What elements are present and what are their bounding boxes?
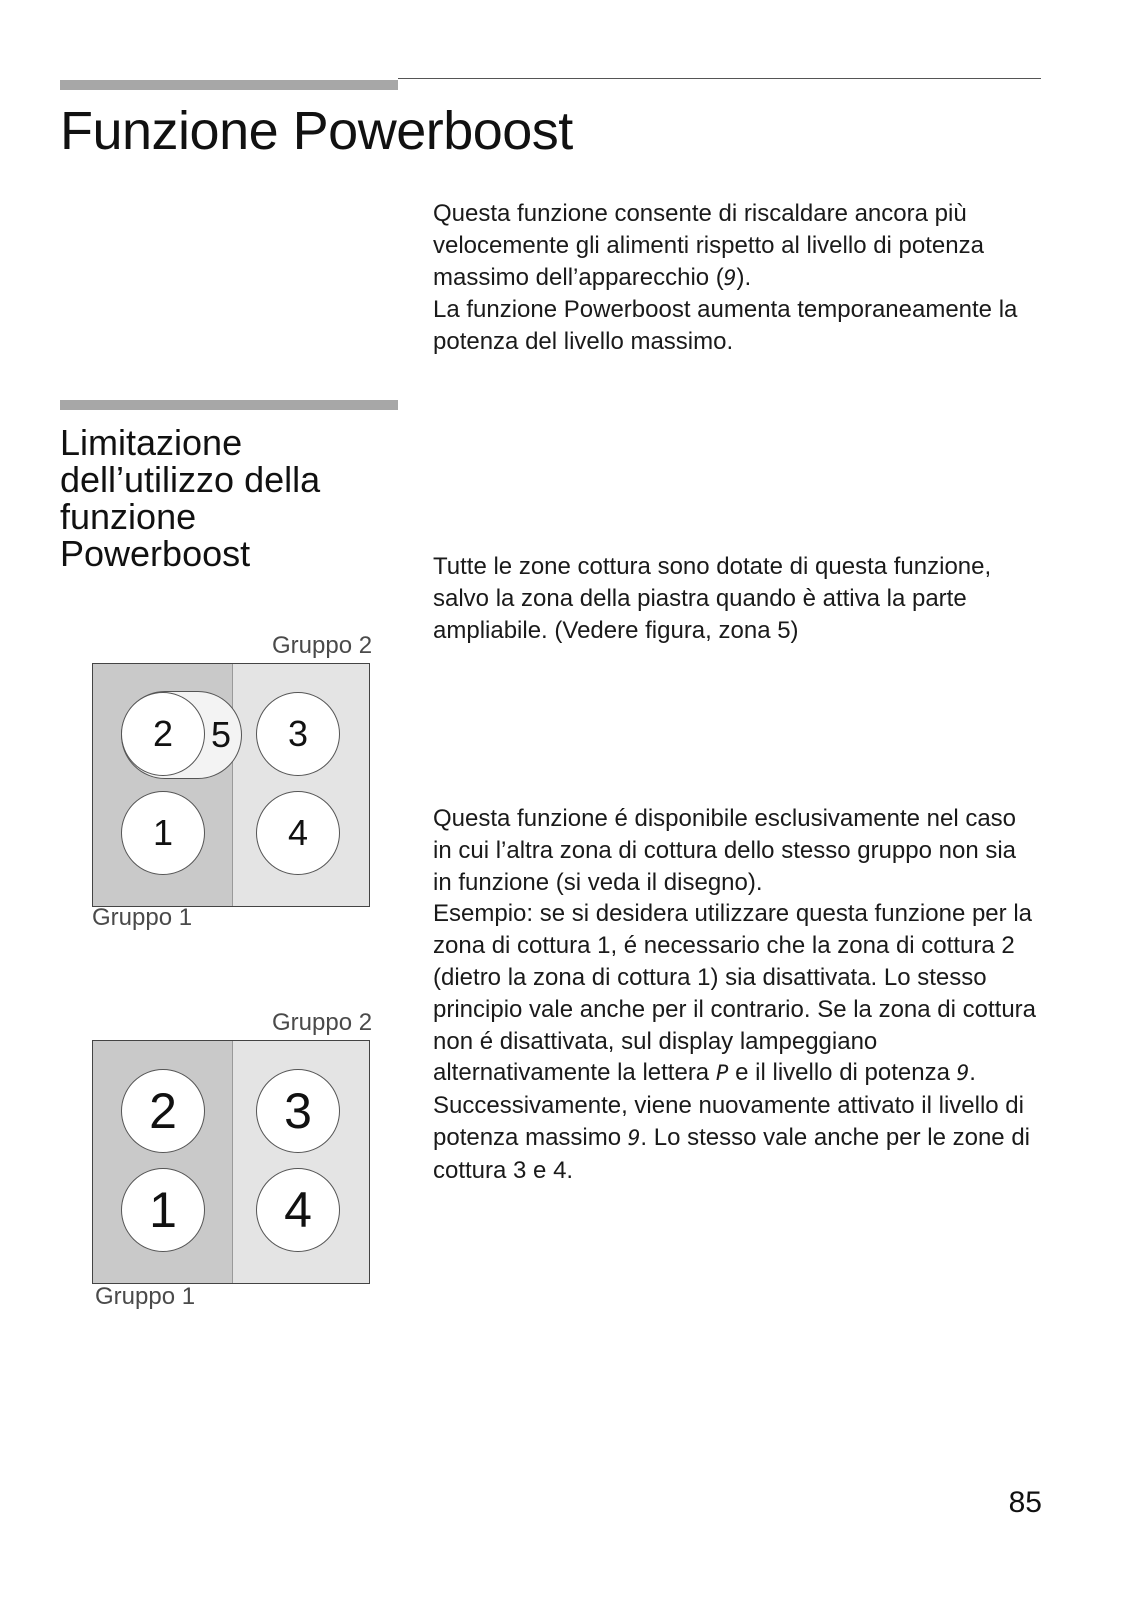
groups-paragraph-2: Esempio: se si desidera utilizzare questa funzione per la zona di cottura 1, é necessario che la zona di cottura 2 (dietro la zona di cottura 1) sia disattivata. Lo stesso principio vale anche per il contrario. Se la zona di cottura non é disattivata, sul display lampeggiano alternativamente la lettera P e il livello di potenza 9. Successivamente, viene nuovamente attivato il livello di potenza massimo 9. Lo stesso vale anche per le zone di cottura 3 e 4. xyxy=(433,900,1036,1184)
section-rule-bar xyxy=(60,400,398,410)
figure2-zone-1: 1 xyxy=(121,1168,205,1252)
intro-line-1: Questa funzione consente di riscaldare ancora più velocemente gli alimenti rispetto al livello di potenza massimo dell’apparecchio (9). xyxy=(433,200,984,291)
intro-line-2: La funzione Powerboost aumenta temporaneamente la potenza del livello massimo. xyxy=(433,296,1018,356)
figure1-group2-label: Gruppo 2 xyxy=(272,632,373,659)
figure1-zone-2: 2 xyxy=(121,692,205,776)
figure2-zone-2: 2 xyxy=(121,1069,205,1153)
header-rule-bar xyxy=(60,80,398,90)
figure2-group2-label: Gruppo 2 xyxy=(272,1009,373,1036)
letter-p-symbol: P xyxy=(715,1061,729,1086)
groups-paragraph xyxy=(433,803,1038,1187)
figure2-zone-3: 3 xyxy=(256,1069,340,1153)
figure1-hob-diagram xyxy=(92,663,370,907)
figure1-zone-3: 3 xyxy=(256,692,340,776)
page-number: 85 xyxy=(1008,1486,1042,1519)
intro-paragraph xyxy=(433,198,1038,358)
section-title: Limitazione dell’utilizzo della funzione Powerboost xyxy=(60,422,321,574)
header-rule-line xyxy=(398,78,1041,79)
figure2-zone-4: 4 xyxy=(256,1168,340,1252)
power-level-symbol: 9 xyxy=(723,265,737,290)
figure1-zone-5: 5 xyxy=(210,714,232,755)
figure2-group1-label: Gruppo 1 xyxy=(95,1283,196,1310)
page-title: Funzione Powerboost xyxy=(60,101,573,161)
figure1-zone-4: 4 xyxy=(256,791,340,875)
groups-paragraph-1: Questa funzione é disponibile esclusivamente nel caso in cui l’altra zona di cottura dello stesso gruppo non sia in funzione (si veda il disegno). xyxy=(433,805,1017,896)
figure1-group1-label: Gruppo 1 xyxy=(92,904,193,931)
figure2-hob-diagram xyxy=(92,1040,370,1284)
power-level-symbol: 9 xyxy=(956,1061,970,1086)
zones-paragraph: Tutte le zone cottura sono dotate di questa funzione, salvo la zona della piastra quando è attiva la parte ampliabile. (Vedere figura, zona 5) xyxy=(433,553,992,644)
figure1-zone-1: 1 xyxy=(121,791,205,875)
power-level-symbol: 9 xyxy=(627,1125,641,1150)
